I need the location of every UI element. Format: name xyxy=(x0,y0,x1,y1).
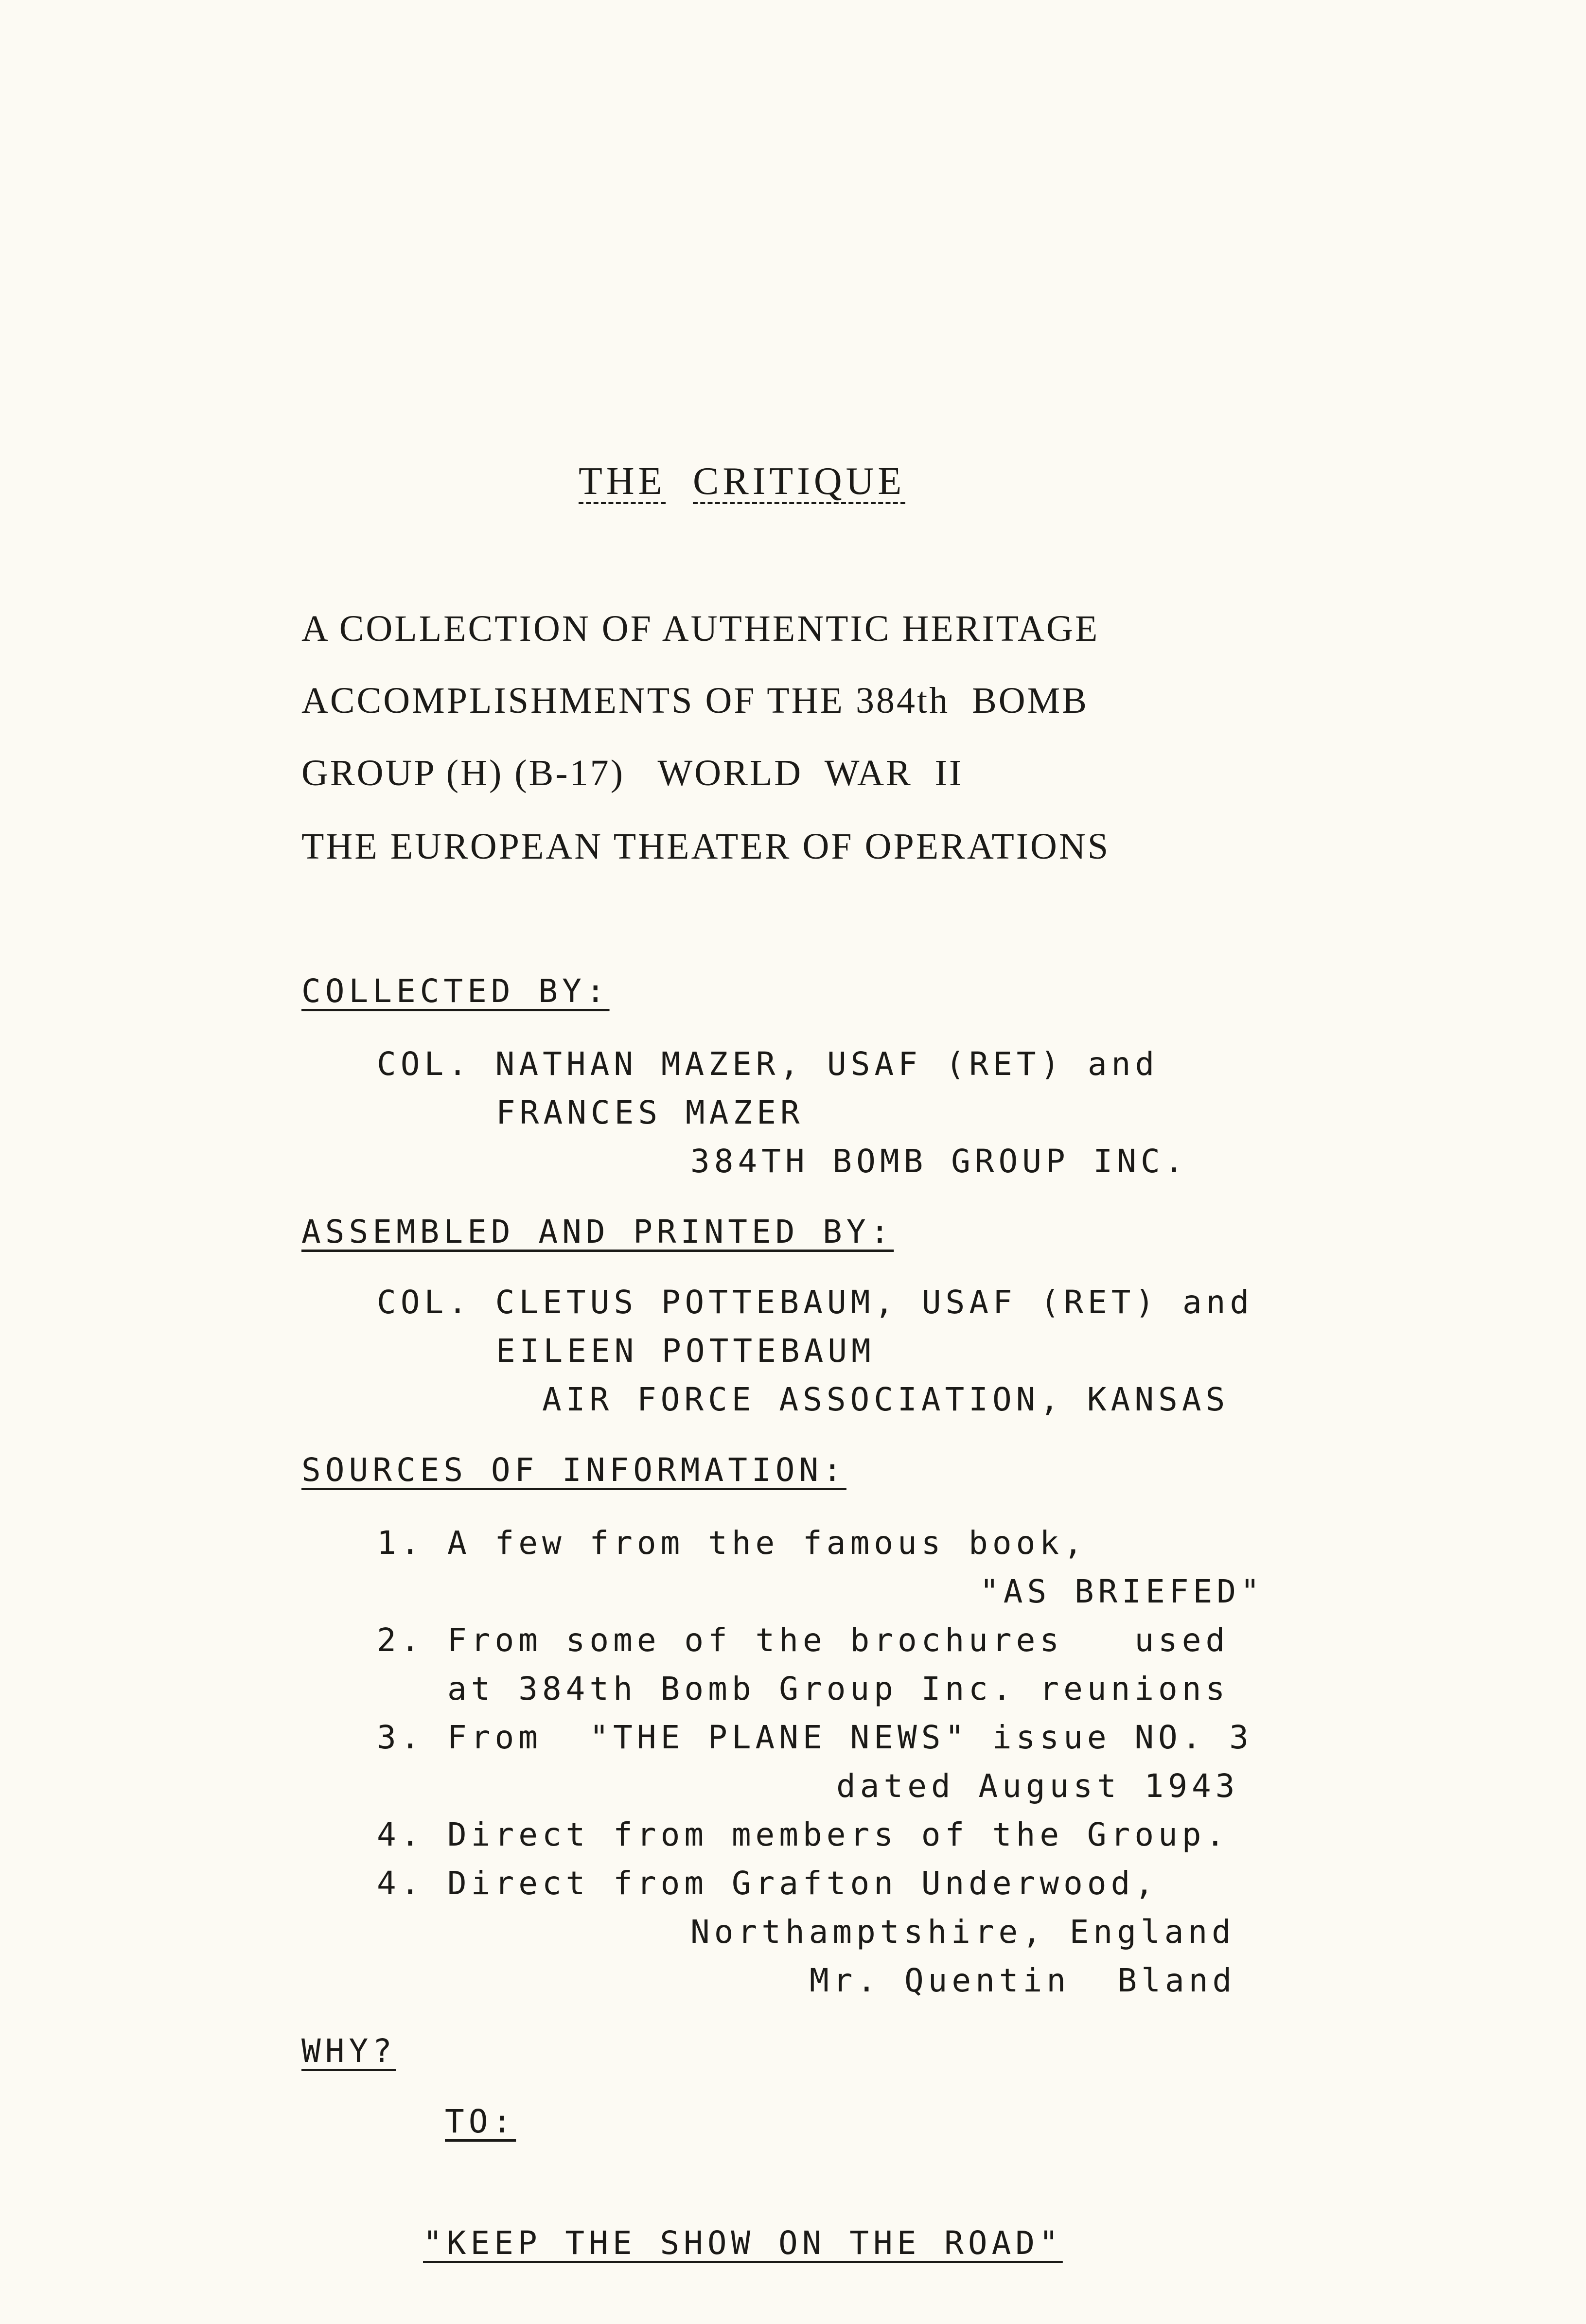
source-number: 1. xyxy=(377,1524,424,1562)
source-text: From some of the brochures used xyxy=(447,1621,1230,1659)
collected-line-2: FRANCES MAZER xyxy=(496,1094,804,1131)
subtitle-line-3: GROUP (H) (B-17) WORLD WAR II xyxy=(301,753,964,793)
to-heading: TO: xyxy=(445,2103,516,2140)
source-number: 4. xyxy=(377,1865,424,1902)
source-text-continued: Mr. Quentin Bland xyxy=(810,1962,1236,1999)
subtitle-line-2: ACCOMPLISHMENTS OF THE 384th BOMB xyxy=(301,680,1089,721)
source-text: Direct from members of the Group. xyxy=(447,1816,1230,1853)
assembled-line-2: EILEEN POTTEBAUM xyxy=(496,1332,875,1370)
source-text: From "THE PLANE NEWS" issue NO. 3 xyxy=(447,1719,1253,1756)
assembled-heading: ASSEMBLED AND PRINTED BY: xyxy=(301,1213,894,1250)
source-text: A few from the famous book, xyxy=(447,1524,1087,1562)
slogan: "KEEP THE SHOW ON THE ROAD" xyxy=(423,2224,1063,2262)
sources-heading: SOURCES OF INFORMATION: xyxy=(301,1451,846,1489)
assembled-line-3: AIR FORCE ASSOCIATION, KANSAS xyxy=(542,1381,1230,1418)
collected-heading: COLLECTED BY: xyxy=(301,972,610,1010)
assembled-line-1: COL. CLETUS POTTEBAUM, USAF (RET) and xyxy=(377,1284,1254,1321)
source-text-continued: Northamptshire, England xyxy=(690,1913,1235,1951)
source-number: 2. xyxy=(377,1621,424,1659)
why-heading: WHY? xyxy=(301,2032,396,2070)
title-word-critique: CRITIQUE xyxy=(693,460,906,503)
title-word-the: THE xyxy=(579,460,666,503)
collected-line-3: 384TH BOMB GROUP INC. xyxy=(690,1143,1188,1180)
source-text: Direct from Grafton Underwood, xyxy=(447,1865,1159,1902)
source-text-continued: at 384th Bomb Group Inc. reunions xyxy=(447,1670,1230,1708)
subtitle-line-4: THE EUROPEAN THEATER OF OPERATIONS xyxy=(301,826,1110,867)
source-number: 3. xyxy=(377,1719,424,1756)
source-text-continued: dated August 1943 xyxy=(836,1767,1239,1805)
source-number: 4. xyxy=(377,1816,424,1853)
subtitle-line-1: A COLLECTION OF AUTHENTIC HERITAGE xyxy=(301,608,1100,649)
collected-line-1: COL. NATHAN MAZER, USAF (RET) and xyxy=(377,1045,1159,1083)
source-text-continued: "AS BRIEFED" xyxy=(980,1573,1264,1610)
